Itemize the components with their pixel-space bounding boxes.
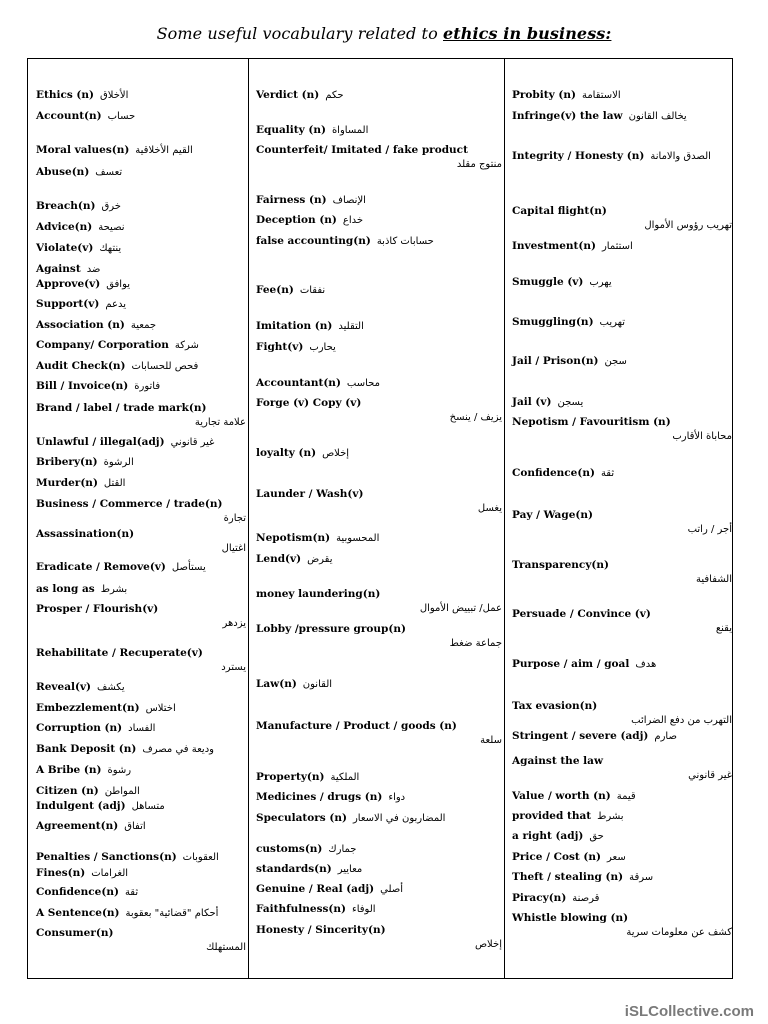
vocab-entry xyxy=(36,336,246,352)
arabic-translation: أحكام "قضائية" بعقوبة xyxy=(125,908,219,919)
vocab-entry xyxy=(36,525,246,555)
vocab-entry xyxy=(512,752,732,782)
vocab-entry xyxy=(36,260,246,276)
arabic-translation: تجارة xyxy=(223,513,246,524)
vocab-entry xyxy=(512,352,732,368)
english-term: Indulgent (adj) xyxy=(36,800,126,812)
arabic-translation: المستهلك xyxy=(206,942,246,953)
english-term: Jail / Prison(n) xyxy=(512,355,599,367)
english-term: Abuse(n) xyxy=(36,166,90,178)
english-term: Purpose / aim / goal xyxy=(512,658,630,670)
vocab-entry xyxy=(36,275,246,291)
english-term: Smuggling(n) xyxy=(512,316,594,328)
vocab-entry xyxy=(36,239,246,255)
vocab-entry xyxy=(512,605,732,635)
arabic-translation: سجن xyxy=(604,356,627,367)
vocabulary-table xyxy=(27,58,733,979)
vocab-entry xyxy=(36,197,246,213)
arabic-translation: حق xyxy=(589,831,604,842)
arabic-translation: يحارب xyxy=(309,342,336,353)
english-term: Fee(n) xyxy=(256,284,294,296)
english-term: Transparency(n) xyxy=(512,559,609,571)
vocab-entry xyxy=(36,924,246,954)
arabic-translation: يدعم xyxy=(105,299,126,310)
arabic-translation: وديعة في مصرف xyxy=(142,744,214,755)
arabic-translation: يخالف القانون xyxy=(628,111,687,122)
arabic-translation: فحص للحسابات xyxy=(131,361,199,372)
english-term: Lobby /pressure group(n) xyxy=(256,623,406,635)
arabic-translation: ثقة xyxy=(124,887,139,898)
arabic-translation: الصدق والامانة xyxy=(650,151,711,162)
vocab-entry xyxy=(36,904,246,920)
arabic-translation: المواطن xyxy=(104,786,140,797)
vocab-entry xyxy=(512,393,732,409)
vocab-entry xyxy=(36,782,246,798)
english-term: Speculators (n) xyxy=(256,812,347,824)
arabic-translation: تهريب xyxy=(599,317,626,328)
english-term: Pay / Wage(n) xyxy=(512,509,593,521)
arabic-translation: العقوبات xyxy=(182,852,219,863)
vocab-entry xyxy=(256,317,502,333)
english-term: a right (adj) xyxy=(512,830,584,842)
english-term: Consumer(n) xyxy=(36,927,114,939)
english-term: Piracy(n) xyxy=(512,892,567,904)
english-term: Whistle blowing (n) xyxy=(512,912,629,924)
english-term: Tax evasion(n) xyxy=(512,700,598,712)
vocab-entry xyxy=(36,678,246,694)
arabic-translation: جمعية xyxy=(130,320,157,331)
vocab-entry xyxy=(36,86,246,102)
english-term: Association (n) xyxy=(36,319,125,331)
english-term: Medicines / drugs (n) xyxy=(256,791,383,803)
arabic-translation: قرصنة xyxy=(572,893,600,904)
english-term: Assassination(n) xyxy=(36,528,135,540)
english-term: Against xyxy=(36,263,81,275)
english-term: loyalty (n) xyxy=(256,447,317,459)
arabic-translation: محاباة الأقارب xyxy=(672,431,732,442)
english-term: Citizen (n) xyxy=(36,785,99,797)
arabic-translation: صارم xyxy=(654,731,677,742)
english-term: money laundering(n) xyxy=(256,588,381,600)
english-term: false accounting(n) xyxy=(256,235,371,247)
english-term: Embezzlement(n) xyxy=(36,702,140,714)
arabic-translation: حسابات كاذبة xyxy=(376,236,434,247)
english-term: as long as xyxy=(36,583,95,595)
arabic-translation: أجر / راتب xyxy=(687,524,732,535)
english-term: Audit Check(n) xyxy=(36,360,126,372)
english-term: Accountant(n) xyxy=(256,377,341,389)
arabic-translation: المساواة xyxy=(331,125,369,136)
vocab-entry xyxy=(36,797,246,813)
english-term: Law(n) xyxy=(256,678,297,690)
arabic-translation: اتفاق xyxy=(124,821,146,832)
english-term: Honesty / Sincerity(n) xyxy=(256,924,386,936)
arabic-translation: يسجن xyxy=(557,397,584,408)
english-term: customs(n) xyxy=(256,843,323,855)
arabic-translation: التقليد xyxy=(338,321,364,332)
vocab-entry xyxy=(256,585,502,615)
english-term: Confidence(n) xyxy=(512,467,595,479)
arabic-translation: يستأصل xyxy=(171,562,206,573)
english-term: A Sentence(n) xyxy=(36,907,120,919)
vocab-entry xyxy=(36,453,246,469)
arabic-translation: يقنع xyxy=(715,623,732,634)
english-term: A Bribe (n) xyxy=(36,764,102,776)
vocab-entry xyxy=(36,848,246,864)
arabic-translation: الفساد xyxy=(128,723,156,734)
english-term: Bill / Invoice(n) xyxy=(36,380,129,392)
arabic-translation: التهرب من دفع الضرائب xyxy=(631,715,732,726)
vocab-entry xyxy=(36,141,246,157)
vocab-entry xyxy=(512,909,732,939)
vocab-entry xyxy=(36,295,246,311)
footer-watermark: iSLCollective.com xyxy=(624,1003,754,1020)
arabic-translation: الاستقامة xyxy=(581,90,621,101)
vocab-entry xyxy=(512,506,732,536)
english-term: Equality (n) xyxy=(256,124,326,136)
vocab-entry xyxy=(256,374,502,390)
vocab-entry xyxy=(36,163,246,179)
vocab-entry xyxy=(256,880,502,896)
arabic-translation: غير قانوني xyxy=(688,770,732,781)
vocab-entry xyxy=(256,86,502,102)
arabic-translation: فاتورة xyxy=(134,381,161,392)
english-term: provided that xyxy=(512,810,592,822)
arabic-translation: بشرط xyxy=(100,584,128,595)
arabic-translation: كشف عن معلومات سرية xyxy=(626,927,732,938)
arabic-translation: جماعة ضغط xyxy=(449,638,502,649)
english-term: Capital flight(n) xyxy=(512,205,607,217)
vocab-entry xyxy=(256,900,502,916)
arabic-translation: القتل xyxy=(103,478,126,489)
vocab-entry xyxy=(256,485,502,515)
vocab-entry xyxy=(512,202,732,232)
arabic-translation: المحسوبية xyxy=(336,533,380,544)
arabic-translation: الوفاء xyxy=(352,904,376,915)
vocabulary-column-3 xyxy=(504,59,734,978)
vocab-entry xyxy=(512,787,732,803)
vocab-entry xyxy=(256,717,502,747)
page-title xyxy=(0,24,768,43)
vocab-entry xyxy=(256,394,502,424)
arabic-translation: سرقة xyxy=(629,872,654,883)
vocab-entry xyxy=(36,558,246,574)
arabic-translation: الملكية xyxy=(330,772,360,783)
vocab-entry xyxy=(36,495,246,525)
vocab-entry xyxy=(512,697,732,727)
arabic-translation: اغتيال xyxy=(221,543,246,554)
arabic-translation: سلعة xyxy=(480,735,502,746)
english-term: Business / Commerce / trade(n) xyxy=(36,498,223,510)
vocab-entry xyxy=(36,883,246,899)
vocab-entry xyxy=(36,316,246,332)
english-term: Corruption (n) xyxy=(36,722,123,734)
arabic-translation: عمل/ تبييض الأموال xyxy=(419,603,502,614)
english-term: Account(n) xyxy=(36,110,102,122)
english-term: Imitation (n) xyxy=(256,320,333,332)
english-term: Lend(v) xyxy=(256,553,302,565)
english-term: Integrity / Honesty (n) xyxy=(512,150,645,162)
english-term: Bribery(n) xyxy=(36,456,98,468)
vocab-entry xyxy=(36,377,246,393)
vocab-entry xyxy=(36,817,246,833)
vocab-entry xyxy=(512,868,732,884)
english-term: Faithfulness(n) xyxy=(256,903,347,915)
english-term: Deception (n) xyxy=(256,214,337,226)
english-term: Penalties / Sanctions(n) xyxy=(36,851,177,863)
vocab-entry xyxy=(36,107,246,123)
vocab-entry xyxy=(36,600,246,630)
vocab-entry xyxy=(256,768,502,784)
arabic-translation: حكم xyxy=(325,90,344,101)
arabic-translation: استثمار xyxy=(601,241,633,252)
english-term: Infringe(v) the law xyxy=(512,110,623,122)
vocab-entry xyxy=(36,719,246,735)
vocab-entry xyxy=(36,580,246,596)
arabic-translation: تهريب رؤوس الأموال xyxy=(644,220,732,231)
vocab-entry xyxy=(36,740,246,756)
arabic-translation: يزيف / ينسخ xyxy=(449,412,502,423)
vocab-entry xyxy=(256,788,502,804)
vocab-entry xyxy=(256,860,502,876)
english-term: Eradicate / Remove(v) xyxy=(36,561,166,573)
vocab-entry xyxy=(256,338,502,354)
english-term: Nepotism / Favouritism (n) xyxy=(512,416,671,428)
arabic-translation: يكشف xyxy=(97,682,125,693)
vocab-entry xyxy=(512,147,732,163)
vocab-entry xyxy=(36,699,246,715)
vocab-entry xyxy=(256,191,502,207)
vocab-entry xyxy=(256,921,502,951)
english-term: Moral values(n) xyxy=(36,144,130,156)
arabic-translation: متساهل xyxy=(131,801,165,812)
vocab-entry xyxy=(512,464,732,480)
vocab-entry xyxy=(512,889,732,905)
vocab-entry xyxy=(256,211,502,227)
vocab-entry xyxy=(256,444,502,460)
english-term: Value / worth (n) xyxy=(512,790,611,802)
arabic-translation: نصيحة xyxy=(98,222,125,233)
arabic-translation: يزدهر xyxy=(222,618,246,629)
english-term: Smuggle (v) xyxy=(512,276,584,288)
arabic-translation: إخلاص xyxy=(322,448,350,459)
english-term: Forge (v) Copy (v) xyxy=(256,397,362,409)
vocab-entry xyxy=(512,807,732,823)
english-term: Murder(n) xyxy=(36,477,98,489)
english-term: Bank Deposit (n) xyxy=(36,743,137,755)
english-term: Jail (v) xyxy=(512,396,552,408)
vocab-entry xyxy=(512,827,732,843)
vocab-entry xyxy=(36,761,246,777)
arabic-translation: يسترد xyxy=(221,662,246,673)
english-term: Confidence(n) xyxy=(36,886,119,898)
english-term: Advice(n) xyxy=(36,221,93,233)
english-term: Manufacture / Product / goods (n) xyxy=(256,720,457,732)
arabic-translation: معايير xyxy=(337,864,363,875)
english-term: Property(n) xyxy=(256,771,325,783)
vocab-entry xyxy=(256,281,502,297)
arabic-translation: اختلاس xyxy=(145,703,176,714)
english-term: Breach(n) xyxy=(36,200,96,212)
vocab-entry xyxy=(256,529,502,545)
vocab-entry xyxy=(36,433,246,449)
arabic-translation: حساب xyxy=(107,111,136,122)
arabic-translation: غير قانوني xyxy=(170,437,215,448)
arabic-translation: دواء xyxy=(388,792,406,803)
arabic-translation: إخلاص xyxy=(474,939,502,950)
vocab-entry xyxy=(256,840,502,856)
vocab-entry xyxy=(256,141,502,171)
arabic-translation: الأخلاق xyxy=(100,90,129,101)
arabic-translation: علامة تجارية xyxy=(194,417,246,428)
english-term: Rehabilitate / Recuperate(v) xyxy=(36,647,203,659)
english-term: Price / Cost (n) xyxy=(512,851,601,863)
vocab-entry xyxy=(256,232,502,248)
english-term: Reveal(v) xyxy=(36,681,92,693)
english-term: Against the law xyxy=(512,755,603,767)
vocab-entry xyxy=(256,620,502,650)
title-prefix: Some useful vocabulary related to xyxy=(156,24,443,43)
english-term: Brand / label / trade mark(n) xyxy=(36,402,207,414)
english-term: Fight(v) xyxy=(256,341,304,353)
english-term: standards(n) xyxy=(256,863,332,875)
vocab-entry xyxy=(512,313,732,329)
arabic-translation: هدف xyxy=(635,659,657,670)
arabic-translation: الرشوة xyxy=(103,457,134,468)
vocab-entry xyxy=(36,357,246,373)
arabic-translation: الشفافية xyxy=(695,574,732,585)
vocab-entry xyxy=(36,218,246,234)
vocab-entry xyxy=(512,655,732,671)
arabic-translation: بشرط xyxy=(597,811,624,822)
english-term: Theft / stealing (n) xyxy=(512,871,624,883)
vocab-entry xyxy=(512,86,732,102)
english-term: Violate(v) xyxy=(36,242,94,254)
arabic-translation: محاسب xyxy=(346,378,380,389)
arabic-translation: الإنصاف xyxy=(332,195,366,206)
vocab-entry xyxy=(512,556,732,586)
english-term: Counterfeit/ Imitated / fake product xyxy=(256,144,468,156)
vocab-entry xyxy=(512,237,732,253)
english-term: Launder / Wash(v) xyxy=(256,488,364,500)
vocab-entry xyxy=(36,644,246,674)
vocab-entry xyxy=(256,675,502,691)
arabic-translation: خرق xyxy=(101,201,121,212)
arabic-translation: القانون xyxy=(302,679,333,690)
arabic-translation: نفقات xyxy=(299,285,326,296)
arabic-translation: يوافق xyxy=(106,279,131,290)
arabic-translation: رشوة xyxy=(107,765,132,776)
arabic-translation: ثقة xyxy=(600,468,615,479)
english-term: Genuine / Real (adj) xyxy=(256,883,375,895)
english-term: Nepotism(n) xyxy=(256,532,331,544)
arabic-translation: خداع xyxy=(342,215,364,226)
vocab-entry xyxy=(512,107,732,123)
english-term: Unlawful / illegal(adj) xyxy=(36,436,165,448)
vocab-entry xyxy=(256,550,502,566)
arabic-translation: يغسل xyxy=(477,503,502,514)
english-term: Verdict (n) xyxy=(256,89,320,101)
title-emphasis: ethics in business: xyxy=(443,24,612,43)
vocab-entry xyxy=(512,413,732,443)
arabic-translation: جمارك xyxy=(328,844,357,855)
vocabulary-column-1 xyxy=(28,59,249,978)
english-term: Persuade / Convince (v) xyxy=(512,608,651,620)
english-term: Fairness (n) xyxy=(256,194,327,206)
arabic-translation: يهرب xyxy=(589,277,612,288)
arabic-translation: قيمة xyxy=(616,791,636,802)
english-term: Fines(n) xyxy=(36,867,86,879)
english-term: Company/ Corporation xyxy=(36,339,169,351)
vocab-entry xyxy=(256,809,502,825)
arabic-translation: أصلي xyxy=(380,884,404,895)
english-term: Support(v) xyxy=(36,298,100,310)
english-term: Probity (n) xyxy=(512,89,576,101)
arabic-translation: ضد xyxy=(86,264,101,275)
arabic-translation: المضاربون في الاسعار xyxy=(352,813,446,824)
english-term: Ethics (n) xyxy=(36,89,95,101)
vocab-entry xyxy=(36,399,246,429)
arabic-translation: شركة xyxy=(174,340,199,351)
english-term: Prosper / Flourish(v) xyxy=(36,603,159,615)
vocab-entry xyxy=(512,727,732,743)
english-term: Agreement(n) xyxy=(36,820,119,832)
english-term: Approve(v) xyxy=(36,278,101,290)
arabic-translation: يقرض xyxy=(307,554,333,565)
vocab-entry xyxy=(512,273,732,289)
arabic-translation: منتوج مقلد xyxy=(456,159,502,170)
arabic-translation: تعسف xyxy=(95,167,123,178)
vocab-entry xyxy=(36,474,246,490)
arabic-translation: الغرامات xyxy=(91,868,129,879)
vocab-entry xyxy=(36,864,246,880)
arabic-translation: سعر xyxy=(606,852,626,863)
vocab-entry xyxy=(256,121,502,137)
vocabulary-column-2 xyxy=(248,59,505,978)
arabic-translation: ينتهك xyxy=(99,243,122,254)
english-term: Investment(n) xyxy=(512,240,596,252)
english-term: Stringent / severe (adj) xyxy=(512,730,649,742)
vocab-entry xyxy=(512,848,732,864)
arabic-translation: القيم الأخلاقية xyxy=(135,145,193,156)
